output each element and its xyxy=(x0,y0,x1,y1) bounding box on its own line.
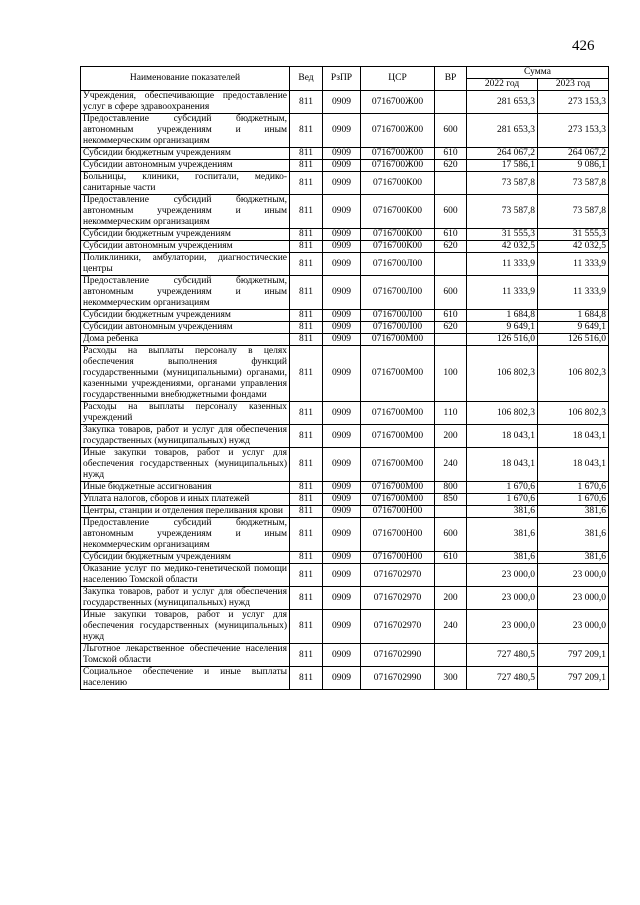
cell-ved: 811 xyxy=(290,148,323,160)
cell-rzpr: 0909 xyxy=(323,172,361,195)
cell-sum-2023: 18 043,1 xyxy=(538,425,609,448)
cell-name: Субсидии бюджетным учреждениям xyxy=(81,552,290,564)
cell-sum-2023: 9 649,1 xyxy=(538,322,609,334)
cell-rzpr: 0909 xyxy=(323,229,361,241)
cell-csr: 0716702970 xyxy=(361,564,435,587)
cell-vr: 620 xyxy=(435,241,467,253)
cell-sum-2023: 106 802,3 xyxy=(538,346,609,402)
header-sum: Сумма xyxy=(467,67,609,79)
cell-csr: 0716702970 xyxy=(361,587,435,610)
table-row xyxy=(81,494,609,506)
cell-csr: 0716700Ж00 xyxy=(361,114,435,148)
cell-csr: 0716700М00 xyxy=(361,346,435,402)
cell-name: Учреждения, обеспечивающие предоставление услуг в сфере здравоохранения xyxy=(81,91,290,114)
cell-name: Субсидии автономным учреждениям xyxy=(81,322,290,334)
table-row xyxy=(81,448,609,482)
table-row xyxy=(81,253,609,276)
cell-csr: 0716700Л00 xyxy=(361,322,435,334)
cell-csr: 0716702970 xyxy=(361,610,435,644)
cell-rzpr: 0909 xyxy=(323,160,361,172)
cell-sum-2022: 73 587,8 xyxy=(467,172,538,195)
cell-sum-2022: 1 684,8 xyxy=(467,310,538,322)
cell-csr: 0716700К00 xyxy=(361,229,435,241)
cell-ved: 811 xyxy=(290,114,323,148)
cell-sum-2023: 273 153,3 xyxy=(538,114,609,148)
table-row xyxy=(81,610,609,644)
cell-sum-2022: 42 032,5 xyxy=(467,241,538,253)
cell-sum-2023: 381,6 xyxy=(538,518,609,552)
cell-vr: 100 xyxy=(435,346,467,402)
table-body xyxy=(81,91,609,690)
cell-vr xyxy=(435,564,467,587)
cell-name: Предоставление субсидий бюджетным, автономным учреждениям и иным некоммерческим организациям xyxy=(81,276,290,310)
cell-sum-2023: 126 516,0 xyxy=(538,334,609,346)
cell-rzpr: 0909 xyxy=(323,114,361,148)
cell-ved: 811 xyxy=(290,195,323,229)
cell-ved: 811 xyxy=(290,160,323,172)
cell-ved: 811 xyxy=(290,346,323,402)
cell-name: Субсидии бюджетным учреждениям xyxy=(81,229,290,241)
cell-csr: 0716700Н00 xyxy=(361,552,435,564)
cell-name: Оказание услуг по медико-генетической помощи населению Томской области xyxy=(81,564,290,587)
cell-ved: 811 xyxy=(290,322,323,334)
cell-sum-2023: 106 802,3 xyxy=(538,402,609,425)
cell-vr: 110 xyxy=(435,402,467,425)
cell-name: Закупка товаров, работ и услуг для обеспечения государственных (муниципальных) нужд xyxy=(81,587,290,610)
cell-rzpr: 0909 xyxy=(323,564,361,587)
table-row xyxy=(81,587,609,610)
table-row xyxy=(81,229,609,241)
cell-vr xyxy=(435,172,467,195)
table-row xyxy=(81,425,609,448)
header-ved: Вед xyxy=(290,67,323,91)
cell-sum-2023: 381,6 xyxy=(538,506,609,518)
cell-name: Больницы, клиники, госпитали, медико-санитарные части xyxy=(81,172,290,195)
cell-name: Уплата налогов, сборов и иных платежей xyxy=(81,494,290,506)
cell-csr: 0716700Ж00 xyxy=(361,148,435,160)
cell-vr xyxy=(435,506,467,518)
cell-rzpr: 0909 xyxy=(323,253,361,276)
cell-name: Предоставление субсидий бюджетным, автономным учреждениям и иным некоммерческим организациям xyxy=(81,195,290,229)
cell-vr xyxy=(435,91,467,114)
cell-rzpr: 0909 xyxy=(323,610,361,644)
cell-ved: 811 xyxy=(290,253,323,276)
cell-vr: 600 xyxy=(435,276,467,310)
cell-ved: 811 xyxy=(290,644,323,667)
table-row xyxy=(81,644,609,667)
cell-rzpr: 0909 xyxy=(323,667,361,690)
cell-ved: 811 xyxy=(290,229,323,241)
cell-ved: 811 xyxy=(290,172,323,195)
cell-sum-2022: 18 043,1 xyxy=(467,448,538,482)
cell-csr: 0716700М00 xyxy=(361,448,435,482)
cell-sum-2023: 264 067,2 xyxy=(538,148,609,160)
table-row xyxy=(81,148,609,160)
cell-rzpr: 0909 xyxy=(323,241,361,253)
cell-ved: 811 xyxy=(290,425,323,448)
cell-vr: 610 xyxy=(435,552,467,564)
page-number: 426 xyxy=(572,38,595,54)
cell-name: Поликлиники, амбулатории, диагностические центры xyxy=(81,253,290,276)
cell-name: Центры, станции и отделения переливания крови xyxy=(81,506,290,518)
table-row xyxy=(81,172,609,195)
cell-sum-2022: 11 333,9 xyxy=(467,253,538,276)
cell-rzpr: 0909 xyxy=(323,587,361,610)
cell-sum-2023: 797 209,1 xyxy=(538,667,609,690)
cell-sum-2023: 23 000,0 xyxy=(538,587,609,610)
cell-ved: 811 xyxy=(290,587,323,610)
table-row xyxy=(81,276,609,310)
cell-ved: 811 xyxy=(290,402,323,425)
table-row xyxy=(81,195,609,229)
cell-sum-2022: 106 802,3 xyxy=(467,402,538,425)
cell-rzpr: 0909 xyxy=(323,518,361,552)
cell-csr: 0716700М00 xyxy=(361,482,435,494)
cell-sum-2023: 73 587,8 xyxy=(538,195,609,229)
cell-name: Социальное обеспечение и иные выплаты населению xyxy=(81,667,290,690)
cell-rzpr: 0909 xyxy=(323,552,361,564)
cell-sum-2023: 31 555,3 xyxy=(538,229,609,241)
cell-name: Иные закупки товаров, работ и услуг для обеспечения государственных (муниципальных) нужд xyxy=(81,448,290,482)
cell-sum-2023: 11 333,9 xyxy=(538,276,609,310)
table-row xyxy=(81,552,609,564)
cell-ved: 811 xyxy=(290,494,323,506)
header-csr: ЦСР xyxy=(361,67,435,91)
cell-sum-2023: 73 587,8 xyxy=(538,172,609,195)
table-row xyxy=(81,322,609,334)
cell-ved: 811 xyxy=(290,91,323,114)
cell-name: Субсидии бюджетным учреждениям xyxy=(81,148,290,160)
table-row xyxy=(81,334,609,346)
cell-rzpr: 0909 xyxy=(323,346,361,402)
cell-rzpr: 0909 xyxy=(323,402,361,425)
cell-ved: 811 xyxy=(290,482,323,494)
cell-vr xyxy=(435,644,467,667)
cell-ved: 811 xyxy=(290,610,323,644)
cell-sum-2022: 23 000,0 xyxy=(467,610,538,644)
cell-name: Иные бюджетные ассигнования xyxy=(81,482,290,494)
table-row xyxy=(81,518,609,552)
cell-csr: 0716700Н00 xyxy=(361,506,435,518)
cell-rzpr: 0909 xyxy=(323,334,361,346)
cell-ved: 811 xyxy=(290,506,323,518)
cell-sum-2022: 1 670,6 xyxy=(467,482,538,494)
cell-rzpr: 0909 xyxy=(323,148,361,160)
cell-rzpr: 0909 xyxy=(323,506,361,518)
cell-csr: 0716702990 xyxy=(361,644,435,667)
cell-sum-2022: 281 653,3 xyxy=(467,91,538,114)
cell-csr: 0716700Ж00 xyxy=(361,91,435,114)
cell-rzpr: 0909 xyxy=(323,276,361,310)
cell-name: Дома ребенка xyxy=(81,334,290,346)
cell-vr: 620 xyxy=(435,322,467,334)
cell-ved: 811 xyxy=(290,241,323,253)
table-row xyxy=(81,667,609,690)
cell-sum-2023: 381,6 xyxy=(538,552,609,564)
table-row xyxy=(81,160,609,172)
cell-name: Расходы на выплаты персоналу в целях обеспечения выполнения функций государственными (муниципальными) органами, казенными учреждениями, органами управления государственными внебюджетными фондами xyxy=(81,346,290,402)
cell-rzpr: 0909 xyxy=(323,322,361,334)
cell-name: Иные закупки товаров, работ и услуг для обеспечения государственных (муниципальных) нужд xyxy=(81,610,290,644)
cell-csr: 0716700Л00 xyxy=(361,276,435,310)
cell-vr: 610 xyxy=(435,148,467,160)
cell-ved: 811 xyxy=(290,564,323,587)
cell-sum-2022: 31 555,3 xyxy=(467,229,538,241)
cell-csr: 0716700Л00 xyxy=(361,253,435,276)
cell-name: Расходы на выплаты персоналу казенных учреждений xyxy=(81,402,290,425)
cell-sum-2022: 17 586,1 xyxy=(467,160,538,172)
cell-name: Субсидии автономным учреждениям xyxy=(81,241,290,253)
cell-name: Субсидии бюджетным учреждениям xyxy=(81,310,290,322)
table-row xyxy=(81,91,609,114)
cell-ved: 811 xyxy=(290,276,323,310)
cell-csr: 0716700Ж00 xyxy=(361,160,435,172)
table-row xyxy=(81,114,609,148)
header-year-2022: 2022 год xyxy=(467,79,538,91)
cell-rzpr: 0909 xyxy=(323,310,361,322)
cell-csr: 0716700К00 xyxy=(361,195,435,229)
cell-sum-2022: 281 653,3 xyxy=(467,114,538,148)
cell-sum-2023: 18 043,1 xyxy=(538,448,609,482)
cell-ved: 811 xyxy=(290,310,323,322)
cell-sum-2023: 11 333,9 xyxy=(538,253,609,276)
header-name: Наименование показателей xyxy=(81,67,290,91)
cell-name: Субсидии автономным учреждениям xyxy=(81,160,290,172)
cell-vr: 600 xyxy=(435,518,467,552)
cell-csr: 0716700К00 xyxy=(361,241,435,253)
cell-sum-2022: 73 587,8 xyxy=(467,195,538,229)
cell-ved: 811 xyxy=(290,667,323,690)
cell-vr: 610 xyxy=(435,229,467,241)
cell-rzpr: 0909 xyxy=(323,425,361,448)
cell-sum-2023: 1 670,6 xyxy=(538,494,609,506)
cell-ved: 811 xyxy=(290,334,323,346)
cell-csr: 0716700М00 xyxy=(361,334,435,346)
cell-rzpr: 0909 xyxy=(323,482,361,494)
cell-csr: 0716700М00 xyxy=(361,425,435,448)
cell-name: Предоставление субсидий бюджетным, автономным учреждениям и иным некоммерческим организациям xyxy=(81,114,290,148)
cell-csr: 0716700М00 xyxy=(361,494,435,506)
cell-sum-2022: 126 516,0 xyxy=(467,334,538,346)
cell-vr: 850 xyxy=(435,494,467,506)
cell-vr: 620 xyxy=(435,160,467,172)
cell-sum-2022: 106 802,3 xyxy=(467,346,538,402)
cell-vr xyxy=(435,253,467,276)
table-row xyxy=(81,564,609,587)
budget-table xyxy=(80,66,609,690)
cell-rzpr: 0909 xyxy=(323,644,361,667)
cell-rzpr: 0909 xyxy=(323,195,361,229)
table-row xyxy=(81,346,609,402)
cell-sum-2023: 23 000,0 xyxy=(538,610,609,644)
cell-sum-2023: 23 000,0 xyxy=(538,564,609,587)
cell-ved: 811 xyxy=(290,448,323,482)
cell-csr: 0716700Л00 xyxy=(361,310,435,322)
cell-vr: 610 xyxy=(435,310,467,322)
cell-sum-2022: 264 067,2 xyxy=(467,148,538,160)
cell-sum-2023: 42 032,5 xyxy=(538,241,609,253)
cell-sum-2022: 381,6 xyxy=(467,506,538,518)
cell-vr: 200 xyxy=(435,425,467,448)
cell-sum-2022: 23 000,0 xyxy=(467,564,538,587)
cell-csr: 0716702990 xyxy=(361,667,435,690)
cell-sum-2022: 23 000,0 xyxy=(467,587,538,610)
cell-vr: 600 xyxy=(435,114,467,148)
cell-csr: 0716700М00 xyxy=(361,402,435,425)
cell-vr: 600 xyxy=(435,195,467,229)
cell-sum-2023: 797 209,1 xyxy=(538,644,609,667)
header-year-2023: 2023 год xyxy=(538,79,609,91)
cell-ved: 811 xyxy=(290,552,323,564)
cell-ved: 811 xyxy=(290,518,323,552)
table-row xyxy=(81,506,609,518)
cell-vr: 240 xyxy=(435,448,467,482)
cell-name: Льготное лекарственное обеспечение населения Томской области xyxy=(81,644,290,667)
table-row xyxy=(81,402,609,425)
cell-csr: 0716700Н00 xyxy=(361,518,435,552)
cell-sum-2023: 1 670,6 xyxy=(538,482,609,494)
cell-sum-2023: 273 153,3 xyxy=(538,91,609,114)
table-row xyxy=(81,241,609,253)
cell-sum-2022: 18 043,1 xyxy=(467,425,538,448)
cell-vr: 200 xyxy=(435,587,467,610)
cell-sum-2022: 727 480,5 xyxy=(467,644,538,667)
table-row xyxy=(81,482,609,494)
cell-vr xyxy=(435,334,467,346)
cell-vr: 300 xyxy=(435,667,467,690)
cell-csr: 0716700К00 xyxy=(361,172,435,195)
cell-vr: 240 xyxy=(435,610,467,644)
cell-rzpr: 0909 xyxy=(323,494,361,506)
cell-sum-2023: 1 684,8 xyxy=(538,310,609,322)
cell-sum-2023: 9 086,1 xyxy=(538,160,609,172)
cell-rzpr: 0909 xyxy=(323,91,361,114)
header-vr: ВР xyxy=(435,67,467,91)
cell-sum-2022: 381,6 xyxy=(467,552,538,564)
cell-sum-2022: 11 333,9 xyxy=(467,276,538,310)
cell-vr: 800 xyxy=(435,482,467,494)
cell-sum-2022: 727 480,5 xyxy=(467,667,538,690)
cell-sum-2022: 381,6 xyxy=(467,518,538,552)
table-row xyxy=(81,310,609,322)
cell-sum-2022: 9 649,1 xyxy=(467,322,538,334)
cell-name: Закупка товаров, работ и услуг для обеспечения государственных (муниципальных) нужд xyxy=(81,425,290,448)
header-rzpr: РзПР xyxy=(323,67,361,91)
cell-rzpr: 0909 xyxy=(323,448,361,482)
cell-name: Предоставление субсидий бюджетным, автономным учреждениям и иным некоммерческим организациям xyxy=(81,518,290,552)
cell-sum-2022: 1 670,6 xyxy=(467,494,538,506)
